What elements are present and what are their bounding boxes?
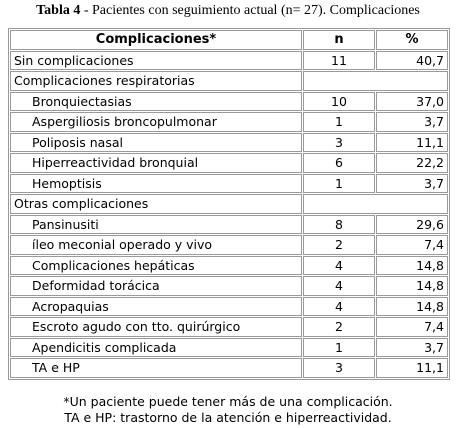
footnotes bbox=[0, 394, 456, 426]
table-row bbox=[10, 317, 448, 337]
row-count: 3 bbox=[303, 358, 375, 378]
row-label-text: TA e HP bbox=[32, 360, 80, 376]
row-percent: 11,1 bbox=[376, 133, 448, 153]
row-percent: 29,6 bbox=[376, 215, 448, 235]
table-row bbox=[10, 235, 448, 255]
table-row bbox=[10, 112, 448, 132]
table-row bbox=[10, 174, 448, 194]
row-label bbox=[10, 297, 302, 317]
table-row bbox=[10, 297, 448, 317]
row-label-text: íleo meconial operado y vivo bbox=[32, 237, 213, 253]
row-label bbox=[10, 92, 302, 112]
row-percent: 22,2 bbox=[376, 153, 448, 173]
row-percent: 7,4 bbox=[376, 235, 448, 255]
complications-table bbox=[8, 28, 450, 380]
row-count: 4 bbox=[303, 297, 375, 317]
table-row bbox=[10, 358, 448, 378]
row-percent: 3,7 bbox=[376, 112, 448, 132]
row-count: 3 bbox=[303, 133, 375, 153]
row-count: 1 bbox=[303, 174, 375, 194]
row-label bbox=[10, 317, 302, 337]
table-row bbox=[10, 338, 448, 358]
row-count: 8 bbox=[303, 215, 375, 235]
row-count: 11 bbox=[303, 51, 375, 71]
row-percent: 3,7 bbox=[376, 338, 448, 358]
table-row bbox=[10, 215, 448, 235]
row-count: 1 bbox=[303, 338, 375, 358]
row-label-text: Acropaquias bbox=[32, 298, 109, 314]
row-label-text: Hemoptisis bbox=[32, 175, 102, 191]
table-group-row bbox=[10, 194, 448, 214]
table-row bbox=[10, 92, 448, 112]
group-empty-cell bbox=[303, 71, 448, 91]
row-label bbox=[10, 235, 302, 255]
row-label-text: Escroto agudo con tto. quirúrgico bbox=[32, 319, 241, 335]
row-label-text: Hiperreactividad bronquial bbox=[32, 155, 199, 171]
header-complicaciones: Complicaciones* bbox=[10, 30, 302, 50]
table-row bbox=[10, 133, 448, 153]
row-percent: 37,0 bbox=[376, 92, 448, 112]
table-row bbox=[10, 153, 448, 173]
row-label: Sin complicaciones bbox=[10, 51, 302, 71]
row-label bbox=[10, 358, 302, 378]
row-percent: 7,4 bbox=[376, 317, 448, 337]
row-count: 6 bbox=[303, 153, 375, 173]
row-label bbox=[10, 215, 302, 235]
row-percent: 3,7 bbox=[376, 174, 448, 194]
row-count: 2 bbox=[303, 235, 375, 255]
table-caption bbox=[0, 3, 456, 19]
table-number: Tabla 4 bbox=[36, 3, 81, 18]
table-row bbox=[10, 276, 448, 296]
row-count: 10 bbox=[303, 92, 375, 112]
row-percent: 14,8 bbox=[376, 256, 448, 276]
caption-text: - Pacientes con seguimiento actual (n= 27). Complicaciones bbox=[80, 3, 420, 18]
row-label bbox=[10, 133, 302, 153]
row-label bbox=[10, 338, 302, 358]
row-count: 4 bbox=[303, 276, 375, 296]
row-percent: 11,1 bbox=[376, 358, 448, 378]
header-percent: % bbox=[376, 30, 448, 50]
row-label bbox=[10, 153, 302, 173]
row-count: 1 bbox=[303, 112, 375, 132]
row-count: 4 bbox=[303, 256, 375, 276]
row-label bbox=[10, 174, 302, 194]
row-label-text: Apendicitis complicada bbox=[32, 339, 177, 355]
row-label bbox=[10, 276, 302, 296]
row-percent: 14,8 bbox=[376, 297, 448, 317]
footnote-abbreviation: TA e HP: trastorno de la atención e hiperreactividad. bbox=[64, 410, 392, 425]
footnote-asterisk: *Un paciente puede tener más de una complicación. bbox=[63, 394, 393, 409]
header-n: n bbox=[303, 30, 375, 50]
row-label-text: Aspergiliosis broncopulmonar bbox=[32, 114, 217, 130]
group-label: Otras complicaciones bbox=[10, 194, 302, 214]
table-row bbox=[10, 51, 448, 71]
row-label-text: Poliposis nasal bbox=[32, 134, 123, 150]
row-label-text: Bronquiectasias bbox=[32, 93, 132, 109]
group-label: Complicaciones respiratorias bbox=[10, 71, 302, 91]
table-header-row bbox=[10, 30, 448, 50]
row-label-text: Complicaciones hepáticas bbox=[32, 257, 195, 273]
table-body bbox=[10, 51, 448, 378]
group-empty-cell bbox=[303, 194, 448, 214]
row-label-text: Pansinusiti bbox=[32, 216, 99, 232]
row-label-text: Deformidad torácica bbox=[32, 278, 160, 294]
table-row bbox=[10, 256, 448, 276]
row-label bbox=[10, 112, 302, 132]
row-percent: 14,8 bbox=[376, 276, 448, 296]
table-group-row bbox=[10, 71, 448, 91]
row-label bbox=[10, 256, 302, 276]
row-percent: 40,7 bbox=[376, 51, 448, 71]
row-count: 2 bbox=[303, 317, 375, 337]
